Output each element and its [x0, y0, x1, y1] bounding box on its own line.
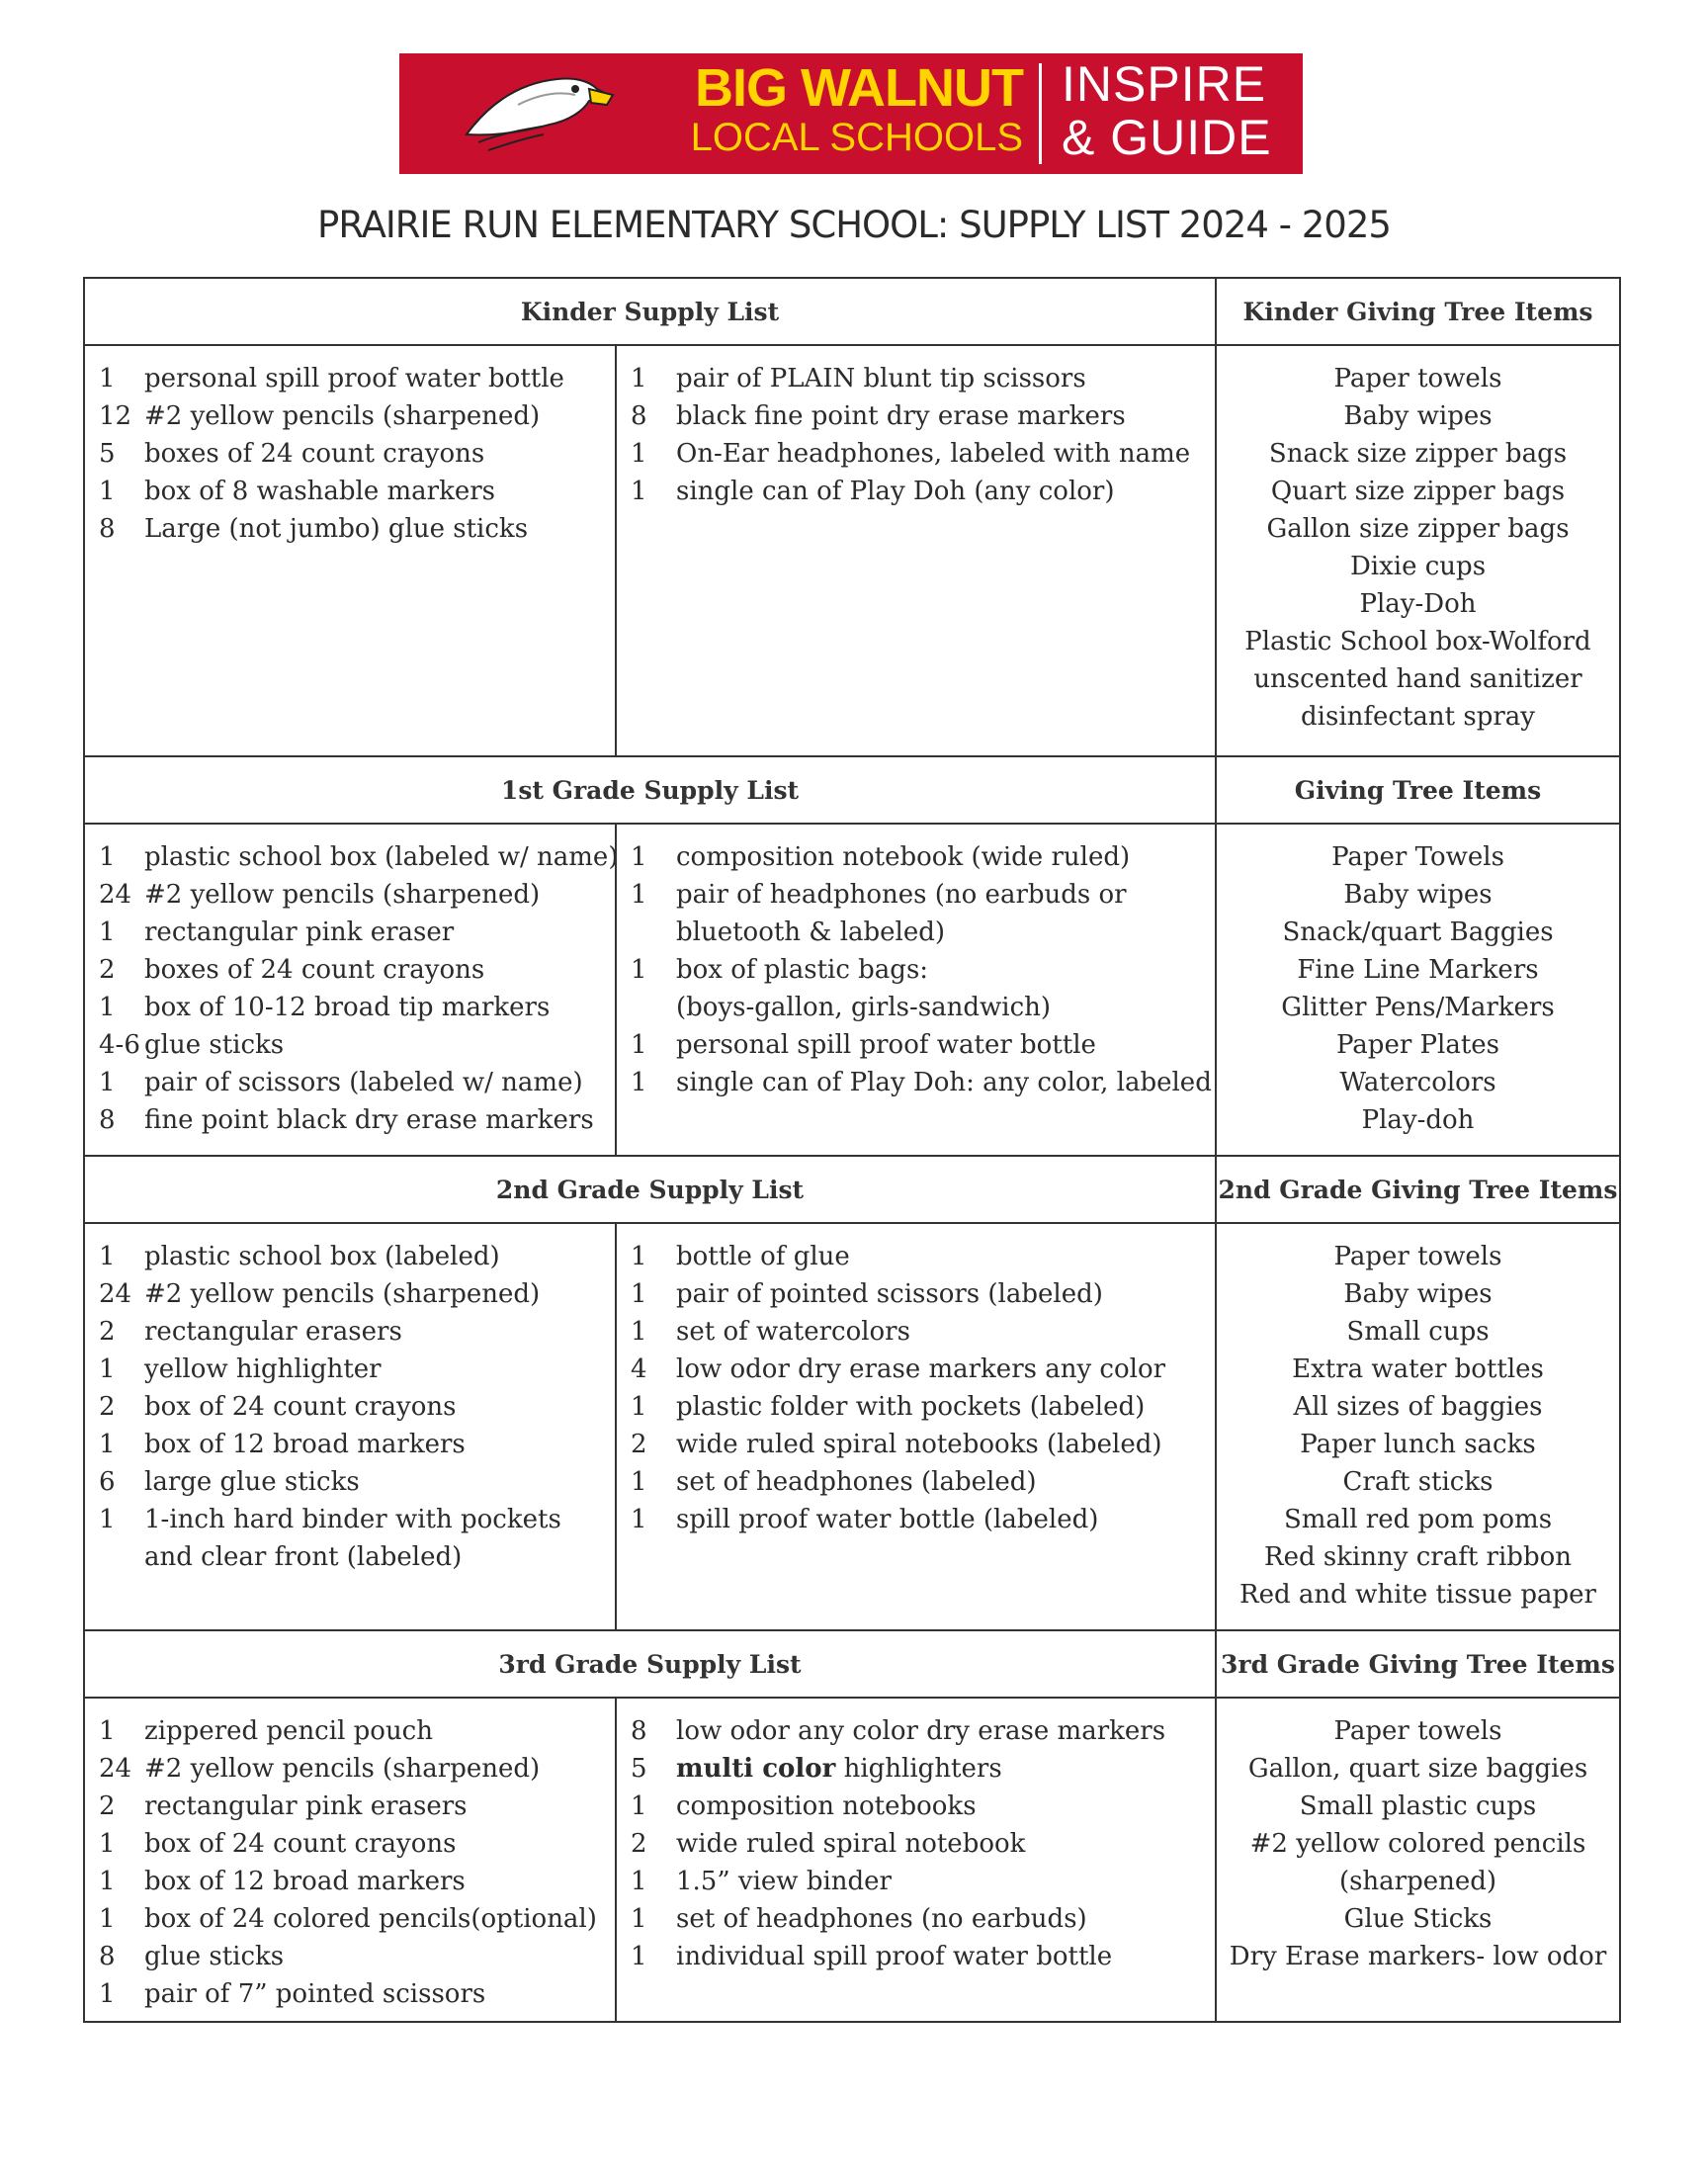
list-item [631, 1712, 1215, 1750]
list-item [99, 1026, 615, 1064]
list-item [631, 435, 1215, 473]
brand-line-1: BIG WALNUT [695, 58, 1023, 118]
list-item [631, 1313, 1215, 1351]
item-text: #2 yellow pencils (sharpened) [144, 1279, 541, 1309]
giving-item: Extra water bottles [1292, 1354, 1544, 1384]
item-bold-text: multi color [676, 1754, 836, 1784]
list-item [631, 473, 1215, 510]
giving-item: Snack/quart Baggies [1282, 917, 1554, 947]
first-grade-section [85, 755, 1619, 1155]
list-item [99, 876, 615, 914]
item-text: set of watercolors [676, 1317, 910, 1347]
item-qty: 1 [99, 1505, 116, 1534]
item-text: box of 12 broad markers [144, 1867, 466, 1896]
list-item [99, 1712, 615, 1750]
item-qty: 1 [99, 1829, 116, 1859]
third-grade-section [85, 1629, 1619, 2021]
list-item [99, 1351, 615, 1388]
item-text: spill proof water bottle (labeled) [676, 1505, 1099, 1534]
item-text: composition notebook (wide ruled) [676, 842, 1131, 872]
giving-item: Paper towels [1333, 364, 1502, 393]
item-qty: 24 [99, 1279, 132, 1309]
list-item [631, 1238, 1215, 1275]
item-text: plastic school box (labeled w/ name) [144, 842, 619, 872]
item-qty: 8 [99, 1942, 116, 1971]
item-text: fine point black dry erase markers [144, 1105, 594, 1135]
section-header-row [85, 1157, 1619, 1224]
giving-item: Red and white tissue paper [1239, 1580, 1596, 1610]
item-text: wide ruled spiral notebook [676, 1829, 1026, 1859]
item-text: rectangular erasers [144, 1317, 402, 1347]
giving-item: Baby wipes [1343, 401, 1493, 431]
list-item [99, 989, 615, 1026]
list-item [631, 1501, 1215, 1538]
item-qty: 2 [99, 1317, 116, 1347]
item-text: glue sticks [144, 1030, 285, 1060]
item-qty: 1 [631, 439, 647, 469]
item-text: individual spill proof water bottle [676, 1942, 1113, 1971]
giving-item: Glue Sticks [1343, 1904, 1493, 1934]
item-qty: 1 [631, 1867, 647, 1896]
list-item [631, 951, 1215, 989]
item-qty: 8 [99, 514, 116, 544]
item-qty: 24 [99, 1754, 132, 1784]
list-item [99, 435, 615, 473]
kinder-giving-col [1215, 346, 1619, 755]
giving-item: Small plastic cups [1299, 1791, 1537, 1821]
list-item [99, 1275, 615, 1313]
supply-table [83, 277, 1621, 2023]
giving-item: Baby wipes [1343, 1279, 1493, 1309]
item-qty: 1 [99, 1867, 116, 1896]
item-qty: 1 [99, 1354, 116, 1384]
kinder-giving-heading: Kinder Giving Tree Items [1215, 279, 1619, 344]
list-item [631, 1388, 1215, 1426]
giving-item: unscented hand sanitizer [1253, 664, 1582, 694]
giving-item: Quart size zipper bags [1270, 477, 1566, 506]
item-text: plastic school box (labeled) [144, 1242, 500, 1271]
giving-item: Baby wipes [1343, 880, 1493, 910]
page-title: PRAIRIE RUN ELEMENTARY SCHOOL: SUPPLY LIST 2024 - 2025 [317, 204, 1391, 246]
item-text: pair of pointed scissors (labeled) [676, 1279, 1103, 1309]
item-qty: 6 [99, 1467, 116, 1497]
giving-item: All sizes of baggies [1293, 1392, 1543, 1422]
item-text: #2 yellow pencils (sharpened) [144, 880, 541, 910]
item-qty: 24 [99, 880, 132, 910]
third-supply-col-2 [615, 1699, 1215, 2021]
item-qty: 5 [631, 1754, 647, 1784]
item-text: pair of 7” pointed scissors [144, 1979, 486, 2009]
item-qty: 1 [631, 1392, 647, 1422]
item-qty: 1 [631, 1904, 647, 1934]
giving-item: Dry Erase markers- low odor [1229, 1942, 1607, 1971]
list-item [99, 1863, 615, 1900]
item-text: pair of headphones (no earbuds or [676, 880, 1127, 910]
item-qty: 2 [99, 1392, 116, 1422]
third-supply-col-1 [85, 1699, 615, 2021]
first-giving-heading: Giving Tree Items [1215, 757, 1619, 823]
kinder-supply-col-2 [615, 346, 1215, 755]
item-text: #2 yellow pencils (sharpened) [144, 401, 541, 431]
list-item [631, 1863, 1215, 1900]
item-text: black fine point dry erase markers [676, 401, 1126, 431]
item-text: set of headphones (no earbuds) [676, 1904, 1087, 1934]
first-giving-col [1215, 825, 1619, 1155]
item-qty: 2 [99, 1791, 116, 1821]
list-item [99, 1313, 615, 1351]
item-qty: 1 [631, 1068, 647, 1097]
list-item [99, 360, 615, 397]
item-qty [631, 914, 676, 951]
item-text: box of plastic bags: [676, 955, 929, 985]
list-item [99, 1426, 615, 1463]
item-qty: 12 [99, 401, 132, 431]
item-text: pair of scissors (labeled w/ name) [144, 1068, 583, 1097]
brand-line-2: LOCAL SCHOOLS [690, 116, 1023, 159]
giving-item: Small cups [1346, 1317, 1490, 1347]
item-text: 1-inch hard binder with pockets [144, 1505, 561, 1534]
giving-item: Small red pom poms [1283, 1505, 1553, 1534]
list-item [99, 914, 615, 951]
item-text: plastic folder with pockets (labeled) [676, 1392, 1146, 1422]
item-text: single can of Play Doh: any color, labeled [676, 1068, 1212, 1097]
third-supply-heading: 3rd Grade Supply List [498, 1649, 802, 1679]
giving-item: disinfectant spray [1301, 702, 1535, 732]
list-item [631, 1750, 1215, 1788]
list-item [631, 876, 1215, 914]
item-text: (boys-gallon, girls-sandwich) [676, 993, 1052, 1022]
item-text: low odor dry erase markers any color [676, 1354, 1166, 1384]
item-text: On-Ear headphones, labeled with name [676, 439, 1191, 469]
item-qty [631, 989, 676, 1026]
item-text: bottle of glue [676, 1242, 850, 1271]
item-qty: 1 [631, 1317, 647, 1347]
item-text: rectangular pink erasers [144, 1791, 468, 1821]
list-item [99, 1064, 615, 1101]
item-qty: 2 [631, 1430, 647, 1459]
item-text: glue sticks [144, 1942, 285, 1971]
list-item [631, 1900, 1215, 1938]
giving-item: Craft sticks [1342, 1467, 1494, 1497]
item-qty: 1 [631, 1467, 647, 1497]
list-item [631, 1825, 1215, 1863]
item-text: yellow highlighter [144, 1354, 382, 1384]
item-qty: 4 [631, 1354, 647, 1384]
giving-item: Glitter Pens/Markers [1281, 993, 1555, 1022]
giving-item: Play-doh [1361, 1105, 1475, 1135]
giving-item: Gallon, quart size baggies [1247, 1754, 1588, 1784]
giving-item: #2 yellow colored pencils [1249, 1829, 1586, 1859]
item-qty: 8 [99, 1105, 116, 1135]
item-qty: 1 [99, 1904, 116, 1934]
item-text: low odor any color dry erase markers [676, 1716, 1166, 1746]
giving-item: Plastic School box-Wolford [1244, 627, 1591, 656]
list-item [99, 1101, 615, 1139]
item-qty: 1 [99, 1430, 116, 1459]
item-text: #2 yellow pencils (sharpened) [144, 1754, 541, 1784]
second-supply-heading: 2nd Grade Supply List [495, 1175, 805, 1204]
item-qty: 1 [631, 1279, 647, 1309]
list-item [99, 1788, 615, 1825]
item-qty: 1 [631, 1030, 647, 1060]
item-text: composition notebooks [676, 1791, 977, 1821]
list-item [99, 1538, 615, 1576]
giving-item: Paper towels [1333, 1242, 1502, 1271]
list-item [99, 1825, 615, 1863]
second-grade-section [85, 1155, 1619, 1629]
item-qty: 1 [631, 1791, 647, 1821]
item-qty: 1 [631, 1505, 647, 1534]
list-item [99, 1388, 615, 1426]
item-text [676, 1750, 1002, 1788]
item-text: large glue sticks [144, 1467, 360, 1497]
item-qty: 1 [631, 842, 647, 872]
item-text: personal spill proof water bottle [144, 364, 564, 393]
banner-divider [1039, 63, 1042, 164]
list-item [99, 838, 619, 876]
list-item [99, 1238, 615, 1275]
giving-item: Paper Towels [1331, 842, 1504, 872]
giving-item: Fine Line Markers [1297, 955, 1539, 985]
giving-item: Gallon size zipper bags [1266, 514, 1570, 544]
list-item [631, 1938, 1215, 1975]
second-supply-col-2 [615, 1224, 1215, 1629]
tagline-1: INSPIRE [1062, 56, 1267, 112]
item-qty: 1 [99, 1716, 116, 1746]
list-item [631, 1275, 1215, 1313]
second-giving-heading: 2nd Grade Giving Tree Items [1215, 1157, 1619, 1222]
item-qty: 1 [99, 364, 116, 393]
item-qty: 2 [99, 955, 116, 985]
first-supply-col-1 [85, 825, 619, 1155]
item-text: box of 8 washable markers [144, 477, 496, 506]
item-qty: 1 [99, 1979, 116, 2009]
item-qty: 1 [631, 1242, 647, 1271]
item-qty: 2 [631, 1829, 647, 1859]
giving-item: Paper towels [1333, 1716, 1502, 1746]
item-text: zippered pencil pouch [144, 1716, 433, 1746]
giving-item: Watercolors [1339, 1068, 1496, 1097]
item-qty: 1 [99, 477, 116, 506]
item-qty: 5 [99, 439, 116, 469]
giving-item: Paper lunch sacks [1300, 1430, 1536, 1459]
section-header-row [85, 279, 1619, 346]
list-item [99, 1501, 615, 1538]
item-text: boxes of 24 count crayons [144, 439, 485, 469]
list-item [631, 397, 1215, 435]
second-supply-col-1 [85, 1224, 615, 1629]
item-text: and clear front (labeled) [144, 1542, 463, 1572]
item-text: rectangular pink eraser [144, 917, 455, 947]
third-giving-col [1215, 1699, 1619, 2021]
item-qty: 1 [631, 880, 647, 910]
item-text: pair of PLAIN blunt tip scissors [676, 364, 1086, 393]
item-qty: 1 [631, 364, 647, 393]
item-text: box of 24 count crayons [144, 1392, 457, 1422]
item-qty: 1 [99, 917, 116, 947]
item-text: set of headphones (labeled) [676, 1467, 1037, 1497]
tagline-2: & GUIDE [1062, 110, 1272, 165]
giving-item: Snack size zipper bags [1268, 439, 1568, 469]
list-item [99, 1463, 615, 1501]
item-qty: 1 [631, 955, 647, 985]
list-item [99, 1938, 615, 1975]
item-text: personal spill proof water bottle [676, 1030, 1096, 1060]
list-item [99, 397, 615, 435]
item-text: box of 24 count crayons [144, 1829, 457, 1859]
list-item [631, 1788, 1215, 1825]
item-qty: 8 [631, 401, 647, 431]
district-banner [399, 53, 1303, 174]
giving-item: Red skinny craft ribbon [1264, 1542, 1572, 1572]
list-item [631, 1064, 1215, 1101]
item-text: wide ruled spiral notebooks (labeled) [676, 1430, 1162, 1459]
section-header-row [85, 757, 1619, 825]
first-supply-heading: 1st Grade Supply List [500, 775, 800, 805]
list-item [631, 1026, 1215, 1064]
item-rest-text: highlighters [835, 1754, 1002, 1784]
kinder-supply-heading: Kinder Supply List [520, 297, 780, 326]
item-text: boxes of 24 count crayons [144, 955, 485, 985]
item-qty: 1 [99, 993, 116, 1022]
list-item [631, 360, 1215, 397]
second-giving-col [1215, 1224, 1619, 1629]
list-item [99, 951, 615, 989]
item-qty: 4-6 [99, 1030, 140, 1060]
giving-item: Play-Doh [1359, 589, 1477, 619]
item-qty: 1 [631, 477, 647, 506]
list-item [631, 1426, 1215, 1463]
item-text: single can of Play Doh (any color) [676, 477, 1115, 506]
third-giving-heading: 3rd Grade Giving Tree Items [1215, 1631, 1619, 1697]
list-item [99, 1975, 615, 2013]
list-item [631, 914, 1215, 951]
item-qty: 1 [631, 1942, 647, 1971]
list-item [99, 1750, 615, 1788]
item-text: Large (not jumbo) glue sticks [144, 514, 529, 544]
section-header-row [85, 1631, 1619, 1699]
kinder-section [85, 279, 1619, 755]
giving-item: Paper Plates [1335, 1030, 1500, 1060]
item-text: box of 24 colored pencils(optional) [144, 1904, 597, 1934]
list-item [631, 1351, 1215, 1388]
item-qty: 1 [99, 1068, 116, 1097]
item-qty [99, 1538, 144, 1576]
first-supply-col-2 [615, 825, 1215, 1155]
list-item [99, 473, 615, 510]
giving-item: (sharpened) [1338, 1867, 1497, 1896]
item-text: box of 12 broad markers [144, 1430, 466, 1459]
list-item [631, 1463, 1215, 1501]
item-text: 1.5” view binder [676, 1867, 892, 1896]
kinder-supply-col-1 [85, 346, 615, 755]
eagle-logo-icon [459, 65, 617, 164]
item-qty: 1 [99, 1242, 116, 1271]
item-qty: 1 [99, 842, 116, 872]
giving-item: Dixie cups [1349, 552, 1487, 581]
item-text: box of 10-12 broad tip markers [144, 993, 551, 1022]
list-item [99, 1900, 615, 1938]
list-item [99, 510, 615, 548]
item-text: bluetooth & labeled) [676, 917, 946, 947]
list-item [631, 989, 1215, 1026]
list-item [631, 838, 1215, 876]
item-qty: 8 [631, 1716, 647, 1746]
